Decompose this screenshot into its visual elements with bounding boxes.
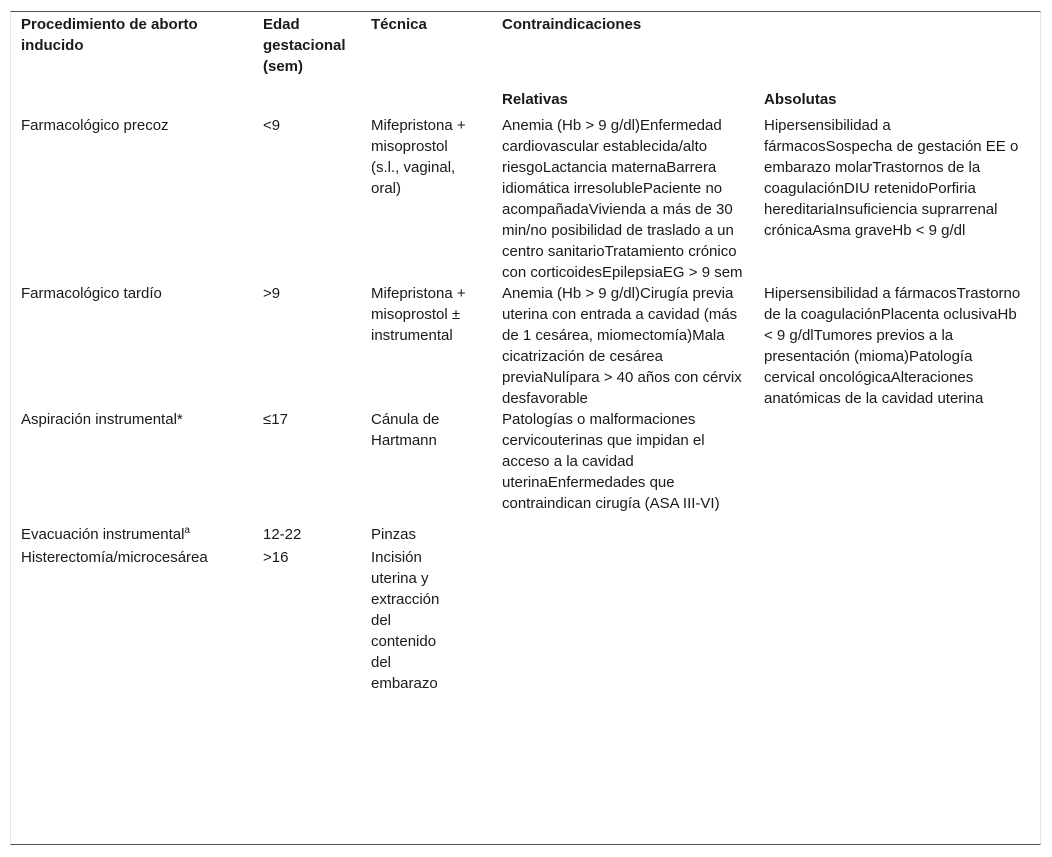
footnote-marker: a xyxy=(184,525,190,536)
table-row xyxy=(11,547,1031,694)
cell-age: <9 xyxy=(263,117,281,134)
cell-relative xyxy=(502,524,764,547)
cell-absolute: Hipersensibilidad a fármacosSospecha de gestación EE o embarazo molarTrastornos de la coagulaciónDIU retenidoPorfiria hereditariaInsuficiencia suprarrenal crónicaAsma graveHb < 9 g/dl xyxy=(764,117,1019,239)
header-gestational-age: Edad gestacional (sem) xyxy=(263,16,346,75)
cell-procedure xyxy=(11,524,263,547)
cell-age: >16 xyxy=(263,549,289,566)
abortion-procedures-table xyxy=(11,14,1031,694)
cell-relative xyxy=(502,547,764,694)
cell-procedure: Farmacológico tardío xyxy=(21,285,162,302)
cell-relative: Anemia (Hb > 9 g/dl)Enfermedad cardiovascular establecida/alto riesgoLactancia maternaBarrera idiomática irresolublePaciente no acompañadaVivienda a más de 30 min/no posibilidad de traslado a un centro sanitarioTratamiento crónico con corticoidesEpilepsiaEG > 9 sem xyxy=(502,117,743,281)
header-row xyxy=(11,14,1031,89)
cell-relative: Anemia (Hb > 9 g/dl)Cirugía previa uterina con entrada a cavidad (más de 1 cesárea, miomectomía)Mala cicatrización de cesárea previaNulípara > 40 años con cérvix desfavorable xyxy=(502,285,742,407)
cell-technique: Mifepristona + misoprostol (s.l., vaginal, oral) xyxy=(371,117,466,197)
cell-absolute xyxy=(764,547,1031,694)
table-row xyxy=(11,524,1031,547)
cell-technique: Pinzas xyxy=(371,526,417,543)
cell-procedure: Histerectomía/microcesárea xyxy=(21,549,208,566)
header-relative: Relativas xyxy=(502,91,568,108)
header-contraindications: Contraindicaciones xyxy=(502,16,642,33)
cell-technique: Incisión uterina y extracción del contenido del embarazo xyxy=(371,549,440,692)
header-technique: Técnica xyxy=(371,16,427,33)
cell-procedure: Farmacológico precoz xyxy=(21,117,169,134)
cell-absolute xyxy=(764,524,1031,547)
cell-age: 12-22 xyxy=(263,526,302,543)
header-procedure: Procedimiento de aborto inducido xyxy=(21,16,198,54)
subheader-row xyxy=(11,89,1031,115)
cell-age: ≤17 xyxy=(263,411,288,428)
table-row xyxy=(11,115,1031,283)
cell-technique: Cánula de Hartmann xyxy=(371,411,440,449)
table-row xyxy=(11,409,1031,524)
cell-procedure-text: Evacuación instrumental xyxy=(21,526,185,543)
cell-relative: Patologías o malformaciones cervicouterinas que impidan el acceso a la cavidad uterinaEnfermedades que contraindican cirugía (ASA III-VI) xyxy=(502,411,720,512)
table-row xyxy=(11,283,1031,409)
cell-absolute xyxy=(764,409,1031,524)
cell-procedure: Aspiración instrumental* xyxy=(21,411,183,428)
cell-technique: Mifepristona + misoprostol ± instrumental xyxy=(371,285,466,344)
header-absolute: Absolutas xyxy=(764,91,837,108)
cell-age: >9 xyxy=(263,285,281,302)
cell-absolute: Hipersensibilidad a fármacosTrastorno de la coagulaciónPlacenta oclusivaHb < 9 g/dlTumores previos a la presentación (mioma)Patología cervical oncológicaAlteraciones anatómicas de la cavidad uterina xyxy=(764,285,1021,407)
